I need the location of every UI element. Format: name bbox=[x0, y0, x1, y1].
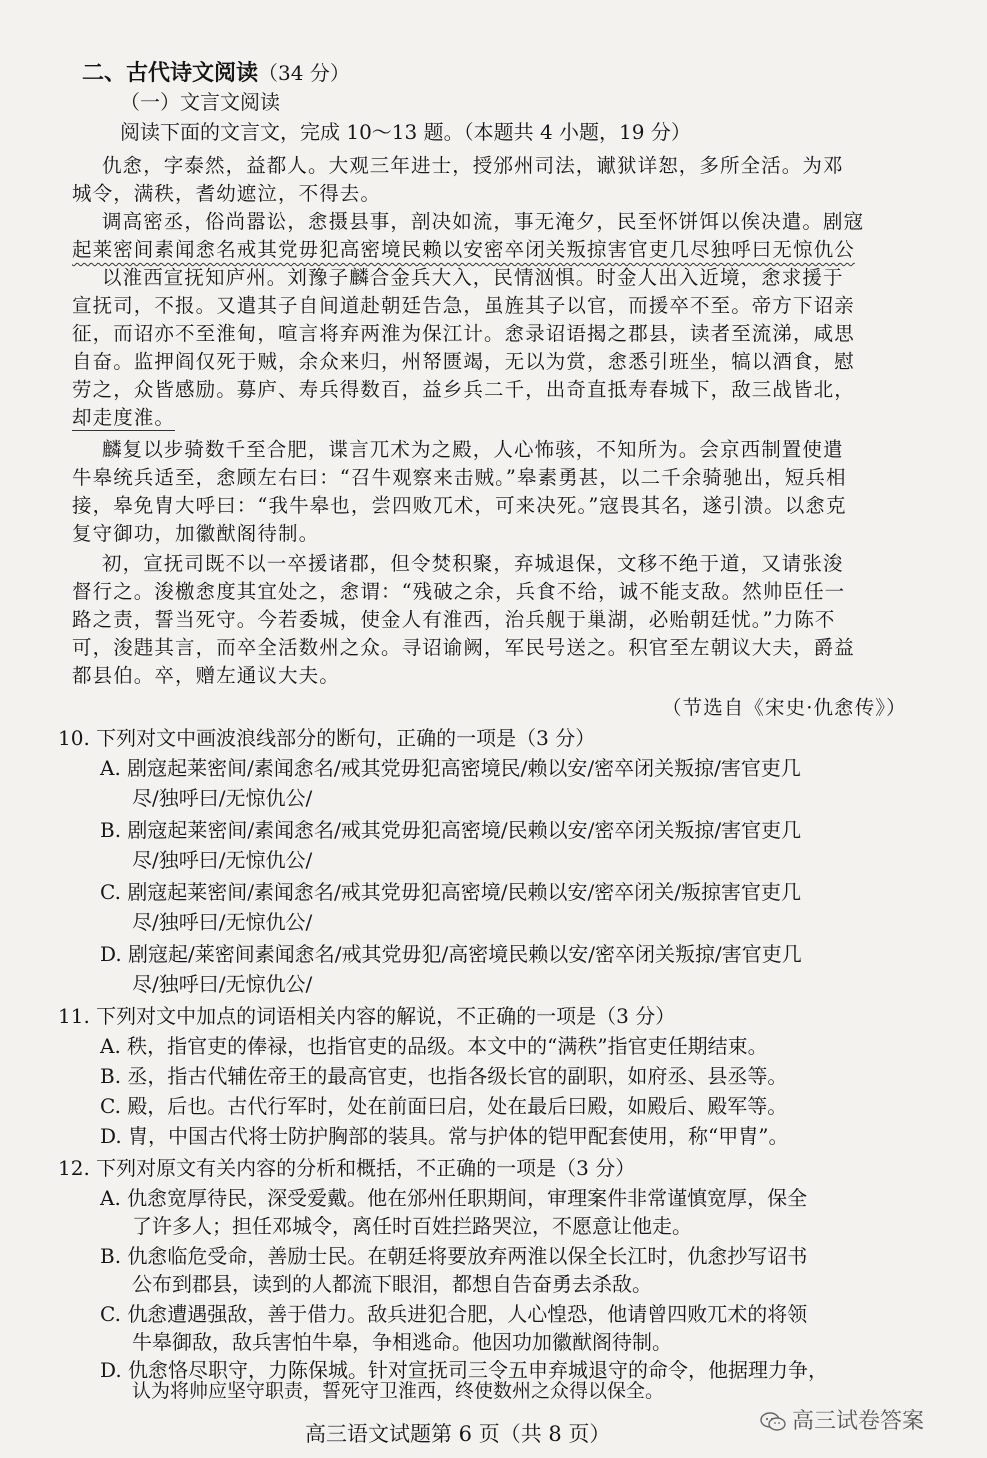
option-d-cont: 认为将帅应坚守职责，誓死守卫淮西，终使数州之众得以保全。 bbox=[132, 1380, 665, 1402]
wechat-icon bbox=[760, 1412, 786, 1432]
option-label: A. bbox=[100, 1186, 121, 1210]
option-label: D. bbox=[100, 942, 122, 966]
option-d bbox=[100, 1120, 789, 1149]
page-footer: 高三语文试题第 6 页（共 8 页） bbox=[305, 1422, 611, 1446]
passage-line: 路之责，誓当死守。今若委城，使金人有淮西，治兵舰于巢湖，必贻朝廷忧。”力陈不 bbox=[72, 608, 836, 631]
option-c bbox=[100, 876, 801, 905]
option-c bbox=[100, 1090, 787, 1119]
option-b-cont: 公布到郡县，读到的人都流下眼泪，都想自告奋勇去杀敌。 bbox=[132, 1272, 652, 1296]
option-a-cont: 尽/独呼曰/无惊仇公/ bbox=[132, 786, 313, 810]
passage-line: 督行之。浚檄悆度其宜处之，悆谓：“残破之余，兵食不给，诚不能支敌。然帅臣任一 bbox=[72, 580, 846, 603]
option-text: 丞，指古代辅佐帝王的最高官吏，也指各级长官的副职，如府丞、县丞等。 bbox=[127, 1064, 788, 1088]
option-a bbox=[100, 1030, 768, 1059]
option-label: C. bbox=[100, 880, 121, 904]
passage-line: 可，浚韪其言，而卒全活数州之众。寻诏谕阙，军民号送之。积官至左朝议大夫，爵益 bbox=[72, 636, 855, 659]
passage-line-underlined: 却走度淮。 bbox=[72, 406, 176, 429]
passage-line: 征，而诏亦不至淮甸，喧言将弃两淮为保江计。悆录诏语揭之郡县，读者至流涕，咸思 bbox=[72, 322, 855, 345]
question-stem: 11. 下列对文中加点的词语相关内容的解说，不正确的一项是（3 分） bbox=[58, 1004, 676, 1028]
option-b bbox=[100, 814, 801, 843]
option-b bbox=[100, 1060, 787, 1089]
option-label: B. bbox=[100, 818, 122, 842]
section-score: （34 分） bbox=[258, 61, 350, 85]
option-text: 剧寇起/莱密间素闻悆名/戒其党毋犯/高密境民赖以安/密卒闭关叛掠/害官吏几 bbox=[128, 942, 802, 966]
passage-line: 劳之，众皆感励。募庐、寿兵得数百，益乡兵二千，出奇直抵寿春城下，敌三战皆北， bbox=[72, 378, 855, 401]
watermark bbox=[760, 1404, 924, 1435]
option-text: 仇悆临危受命，善励士民。在朝廷将要放弃两淮以保全长江时，仇悆抄写诏书 bbox=[127, 1244, 808, 1268]
passage-line: 仇悆，字泰然，益都人。大观三年进士，授邠州司法，谳狱详恕，多所全活。为邓 bbox=[102, 154, 844, 177]
question-stem: 12. 下列对原文有关内容的分析和概括，不正确的一项是（3 分） bbox=[58, 1156, 636, 1180]
passage-line: 宣抚司，不报。又遣其子自间道赴朝廷告急，虽旌其子以官，而援卒不至。帝方下诏亲 bbox=[72, 294, 855, 317]
passage-line: 复守御功，加徽猷阁待制。 bbox=[72, 522, 320, 545]
passage-line: 麟复以步骑数千至合肥，谍言兀术为之殿，人心怖骇，不知所为。会京西制置使遣 bbox=[102, 438, 844, 461]
subsection-title: （一）文言文阅读 bbox=[120, 90, 280, 114]
option-text: 仇悆遭遇强敌，善于借力。敌兵进犯合肥，人心惶恐，他请曾四败兀术的将领 bbox=[127, 1302, 808, 1326]
option-c bbox=[100, 1298, 807, 1327]
option-text: 仇悆恪尽职守，力陈保城。针对宣抚司三令五申弃城退守的命令，他据理力争， bbox=[128, 1358, 829, 1382]
watermark-text: 高三试卷答案 bbox=[792, 1409, 925, 1434]
option-text: 胄，中国古代将士防护胸部的装具。常与护体的铠甲配套使用，称“甲胄”。 bbox=[128, 1124, 789, 1148]
option-label: D. bbox=[100, 1358, 122, 1382]
option-label: A. bbox=[100, 1034, 121, 1058]
option-c-cont: 牛皋御敌，敌兵害怕牛皋，争相逃命。他因功加徽猷阁待制。 bbox=[132, 1330, 672, 1354]
passage-source: （节选自《宋史·仇悆传》） bbox=[662, 696, 907, 719]
passage-line: 以淮西宣抚知庐州。刘豫子麟合金兵大入，民情汹惧。时金人出入近境，悆求援于 bbox=[102, 266, 844, 289]
option-label: C. bbox=[100, 1302, 121, 1326]
option-d-cont: 尽/独呼曰/无惊仇公/ bbox=[132, 972, 313, 996]
passage-line: 自奋。监押阎仅死于贼，余众来归，州帑匮竭，无以为赏，悆悉引班坐，犒以酒食，慰 bbox=[72, 350, 855, 373]
option-a-cont: 了许多人；担任邓城令，离任时百姓拦路哭泣，不愿意让他走。 bbox=[132, 1214, 692, 1238]
option-label: D. bbox=[100, 1124, 122, 1148]
option-text: 殿，后也。古代行军时，处在前面曰启，处在最后曰殿，如殿后、殿军等。 bbox=[127, 1094, 788, 1118]
option-label: B. bbox=[100, 1064, 122, 1088]
option-b-cont: 尽/独呼曰/无惊仇公/ bbox=[132, 848, 313, 872]
question-stem: 10. 下列对文中画波浪线部分的断句，正确的一项是（3 分） bbox=[58, 726, 596, 750]
passage-line: 接，皋免胄大呼曰：“我牛皋也，尝四败兀术，可来决死。”寇畏其名，遂引溃。以悆克 bbox=[72, 494, 847, 517]
option-label: A. bbox=[100, 756, 121, 780]
passage-line: 初，宣抚司既不以一卒援诸郡，但令焚积聚，弃城退保，文移不绝于道，又请张浚 bbox=[102, 552, 844, 575]
option-label: B. bbox=[100, 1244, 122, 1268]
option-a bbox=[100, 752, 801, 781]
passage-line: 牛皋统兵适至，悆顾左右曰：“召牛观察来击贼。”皋素勇甚，以二千余骑驰出，短兵相 bbox=[72, 466, 847, 489]
passage-line: 都县伯。卒，赠左通议大夫。 bbox=[72, 664, 340, 687]
option-text: 剧寇起莱密间/素闻悆名/戒其党毋犯高密境/民赖以安/密卒闭关叛掠/害官吏几 bbox=[127, 818, 802, 842]
section-title bbox=[82, 56, 350, 87]
passage-line: 城令，满秩，耆幼遮泣，不得去。 bbox=[72, 182, 382, 205]
option-text: 剧寇起莱密间/素闻悆名/戒其党毋犯高密境/民赖以安/密卒闭关/叛掠害官吏几 bbox=[127, 880, 802, 904]
passage-line: 调高密丞，俗尚嚣讼，悆摄县事，剖决如流，事无淹夕，民至怀饼饵以俟决遣。剧寇 bbox=[102, 210, 865, 233]
option-label: C. bbox=[100, 1094, 121, 1118]
option-d bbox=[100, 938, 802, 967]
option-text: 秩，指官吏的俸禄，也指官吏的品级。本文中的“满秩”指官吏任期结束。 bbox=[127, 1034, 768, 1058]
option-b bbox=[100, 1240, 807, 1269]
section-title-text: 二、古代诗文阅读 bbox=[82, 60, 259, 86]
passage-line-wavy: 起莱密间素闻悆名戒其党毋犯高密境民赖以安密卒闭关叛掠害官吏几尽独呼曰无惊仇公 bbox=[72, 238, 855, 261]
instruction: 阅读下面的文言文，完成 10～13 题。（本题共 4 小题，19 分） bbox=[120, 120, 691, 144]
option-c-cont: 尽/独呼曰/无惊仇公/ bbox=[132, 910, 313, 934]
option-a bbox=[100, 1182, 807, 1211]
option-text: 仇悆宽厚待民，深受爱戴。他在邠州任职期间，审理案件非常谨慎宽厚，保全 bbox=[127, 1186, 808, 1210]
option-text: 剧寇起莱密间/素闻悆名/戒其党毋犯高密境民/赖以安/密卒闭关叛掠/害官吏几 bbox=[127, 756, 801, 780]
